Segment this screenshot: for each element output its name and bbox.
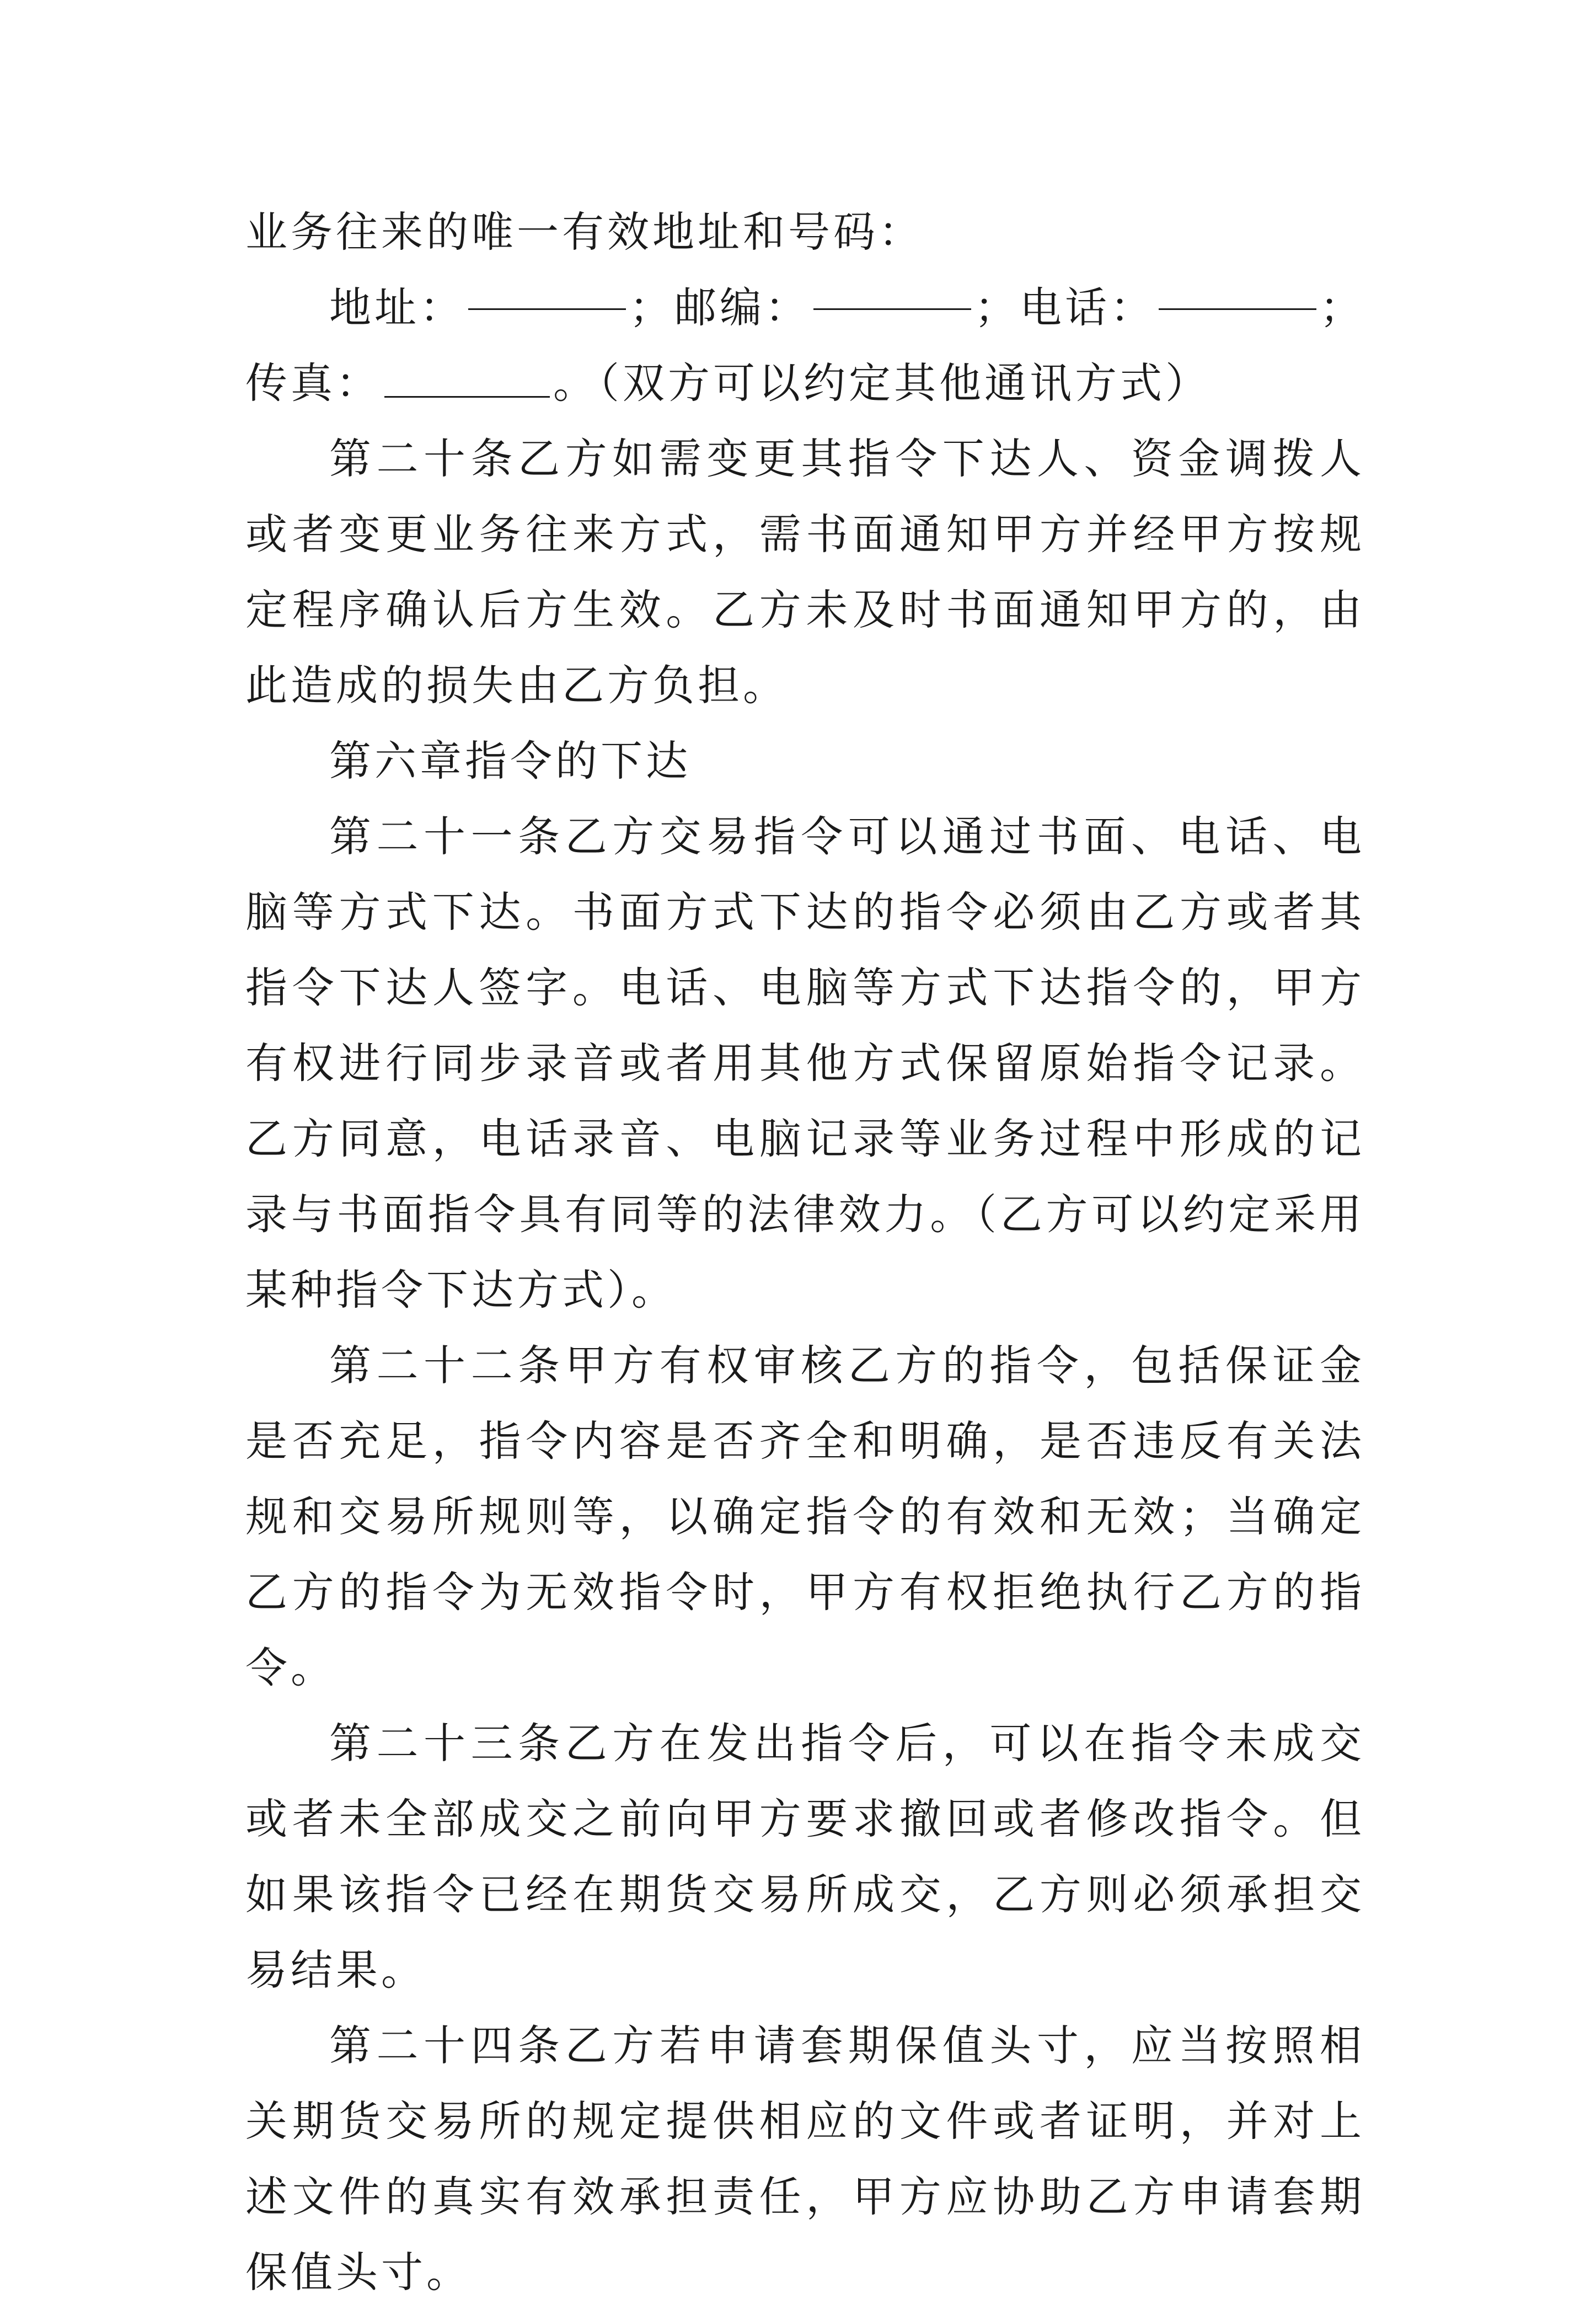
chapter-6-heading: 第六章指令的下达 [329, 736, 691, 785]
article-20: 第二十条乙方如需变更其指令下达人、资金调拨人或者变更业务往来方式，需书面通知甲方并经甲方按规定程序确认后方生效。乙方未及时书面通知甲方的，由此造成的损失由乙方负担。 [245, 434, 1365, 710]
postcode-label: ；邮编： [629, 283, 810, 332]
address-blank [468, 270, 626, 310]
fax-note: 。（双方可以约定其他通讯方式） [553, 359, 1211, 408]
paragraph-contact-intro: 业务往来的唯一有效地址和号码： [245, 207, 924, 256]
fax-label: 传真： [245, 359, 381, 408]
paragraph-fax [245, 345, 1365, 421]
article-21: 第二十一条乙方交易指令可以通过书面、电话、电脑等方式下达。书面方式下达的指令必须由乙方或者其指令下达人签字。电话、电脑等方式下达指令的，甲方有权进行同步录音或者用其他方式保留原始指令记录。乙方同意，电话录音、电脑记录等业务过程中形成的记录与书面指令具有同等的法律效力。（乙方可以约定采用某种指令下达方式）。 [245, 812, 1365, 1314]
paragraph-contact-fields [245, 270, 1365, 345]
postcode-blank [813, 270, 971, 310]
article-23: 第二十三条乙方在发出指令后，可以在指令未成交或者未全部成交之前向甲方要求撤回或者修改指令。但如果该指令已经在期货交易所成交，乙方则必须承担交易结果。 [245, 1719, 1365, 1994]
address-label: 地址： [329, 283, 465, 332]
field-separator: ； [1320, 283, 1365, 332]
article-24: 第二十四条乙方若申请套期保值头寸，应当按照相关期货交易所的规定提供相应的文件或者证明，并对上述文件的真实有效承担责任，甲方应协助乙方申请套期保值头寸。 [245, 2021, 1365, 2297]
phone-label: ；电话： [974, 283, 1155, 332]
phone-blank [1159, 270, 1316, 310]
document-body [245, 194, 1365, 2310]
fax-blank [384, 357, 550, 398]
article-22: 第二十二条甲方有权审核乙方的指令，包括保证金是否充足，指令内容是否齐全和明确，是否违反有关法规和交易所规则等，以确定指令的有效和无效；当确定乙方的指令为无效指令时，甲方有权拒绝执行乙方的指令。 [245, 1341, 1365, 1692]
